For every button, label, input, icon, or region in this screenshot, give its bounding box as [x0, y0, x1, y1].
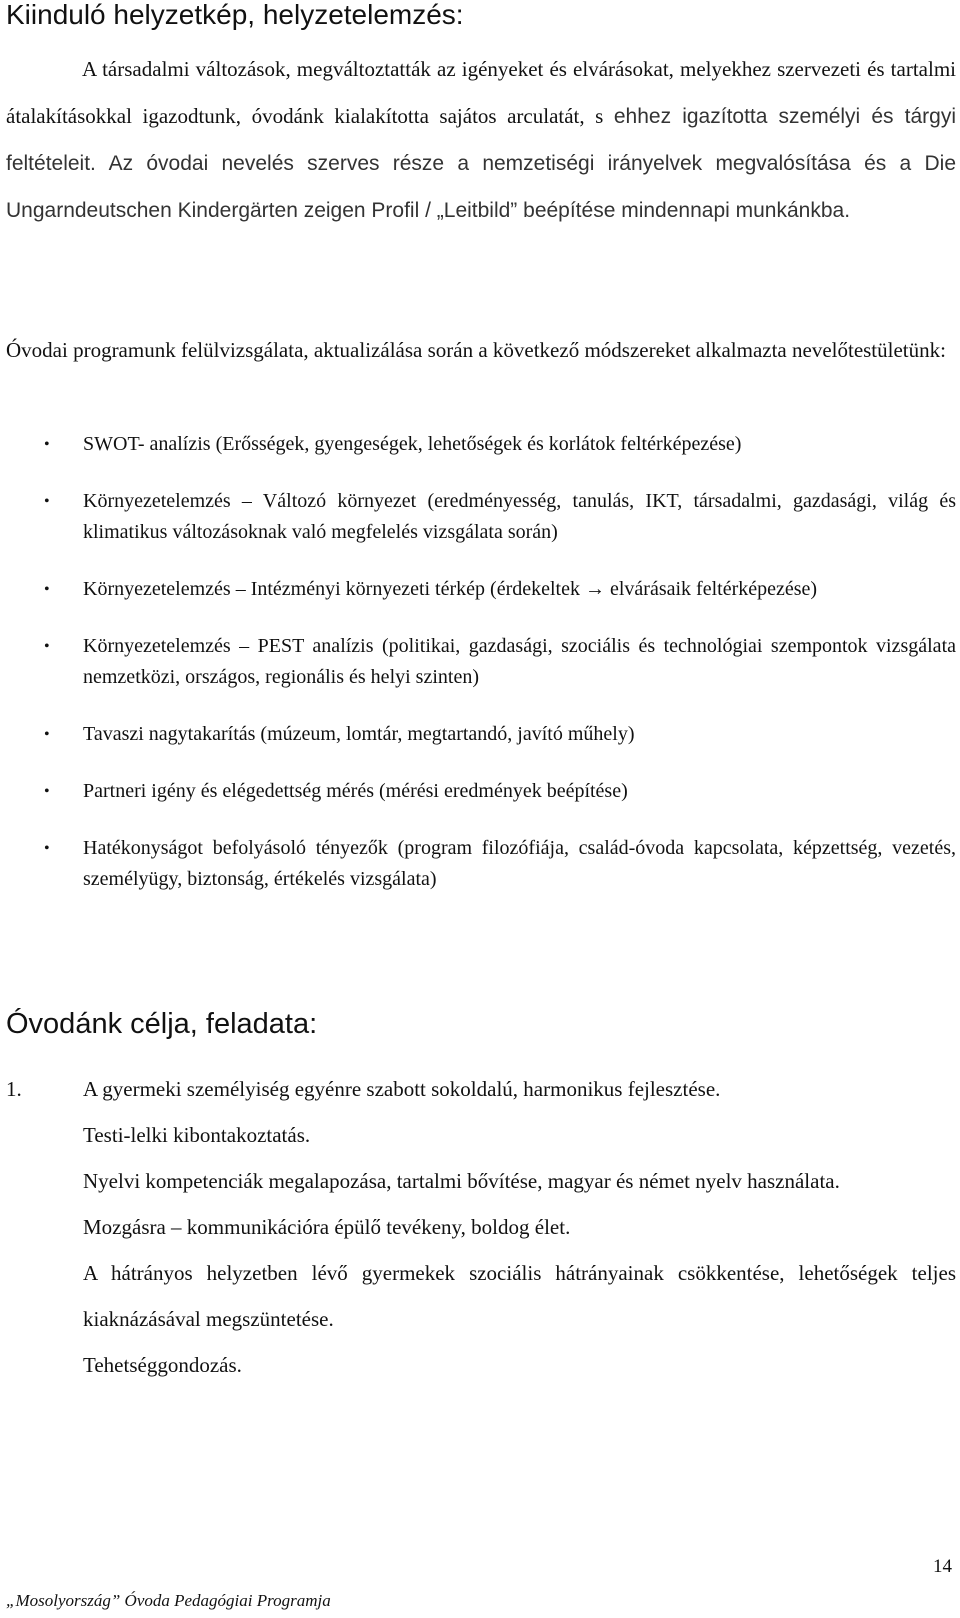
bullet-icon: • — [44, 436, 50, 453]
methods-list — [0, 429, 956, 921]
list-item-text: Partneri igény és elégedettség mérés (mérési eredmények beépítése) — [83, 780, 628, 802]
bullet-icon: • — [44, 493, 50, 510]
goal-item — [0, 1066, 956, 1388]
goal-line: Nyelvi kompetenciák megalapozása, tartalmi bővítése, magyar és német nyelv használata. — [83, 1169, 840, 1193]
section-heading-goals: Óvodánk célja, feladata: — [6, 1008, 318, 1040]
list-item-text: Környezetelemzés – Intézményi környezeti térkép (érdekeltek → elvárásaik feltérképezése) — [83, 578, 818, 600]
goal-line: Tehetséggondozás. — [83, 1353, 242, 1377]
bullet-icon: • — [44, 840, 50, 857]
intro-text-part2: ehhez igazította személyi és tárgyi feltételeit. — [6, 105, 956, 175]
bullet-icon: • — [44, 783, 50, 800]
list-item — [0, 429, 956, 460]
goal-line: A hátrányos helyzetben lévő gyermekek szociális hátrányainak csökkentése, lehetőségek teljes kiaknázásával megszüntetése. — [83, 1261, 956, 1331]
page-number: 14 — [933, 1556, 952, 1577]
section-heading-situation: Kiinduló helyzetkép, helyzetelemzés: — [6, 0, 464, 30]
list-item-text: Környezetelemzés – PEST analízis (politikai, gazdasági, szociális és technológiai szempontok vizsgálata nemzetközi, országos, regionális és helyi szinten) — [83, 635, 956, 688]
list-item — [0, 719, 956, 750]
goal-number: 1. — [6, 1077, 22, 1101]
goals-list — [0, 1066, 956, 1388]
list-item — [0, 833, 956, 895]
footer-title: „Mosolyország” Óvoda Pedagógiai Programja — [6, 1591, 331, 1610]
intro-text-part1: A társadalmi változások, megváltoztatták az igényeket és elvárásokat, melyekhez szervezeti és tartalmi átalakításokkal igazodtunk, óvodánk kialakította sajátos arculatát, s — [6, 57, 956, 128]
list-item-text: SWOT- analízis (Erősségek, gyengeségek, lehetőségek és korlátok feltérképezése) — [83, 433, 742, 455]
list-item — [0, 776, 956, 807]
methods-intro-paragraph — [6, 331, 956, 369]
goal-line: Testi-lelki kibontakoztatás. — [83, 1123, 311, 1147]
bullet-icon: • — [44, 581, 50, 598]
methods-intro-text: Óvodai programunk felülvizsgálata, aktualizálása során a következő módszereket alkalmazta nevelőtestületünk: — [6, 338, 946, 362]
goal-line: Mozgásra – kommunikációra épülő tevékeny, boldog élet. — [83, 1215, 571, 1239]
list-item-text: Környezetelemzés – Változó környezet (eredményesség, tanulás, IKT, társadalmi, gazdasági, világ és klimatikus változásoknak való megfelelés vizsgálata során) — [83, 490, 956, 543]
bullet-icon: • — [44, 726, 50, 743]
goal-line: A gyermeki személyiség egyénre szabott sokoldalú, harmonikus fejlesztése. — [83, 1077, 721, 1101]
list-item — [0, 486, 956, 548]
intro-text-part3: Az óvodai nevelés szerves része a nemzetiségi irányelvek megvalósítása és a Die Ungarndeutschen Kindergärten zeigen Profil / „Leitbild” beépítése mindennapi munkánkba. — [6, 152, 957, 222]
bullet-icon: • — [44, 638, 50, 655]
list-item — [0, 574, 956, 605]
list-item-text: Tavaszi nagytakarítás (múzeum, lomtár, megtartandó, javító műhely) — [83, 723, 635, 745]
list-item-text: Hatékonyságot befolyásoló tényezők (program filozófiája, család-óvoda kapcsolata, képzettség, vezetés, személyügy, biztonság, értékelés vizsgálata) — [83, 837, 956, 890]
list-item — [0, 631, 956, 693]
intro-paragraph — [6, 46, 956, 234]
